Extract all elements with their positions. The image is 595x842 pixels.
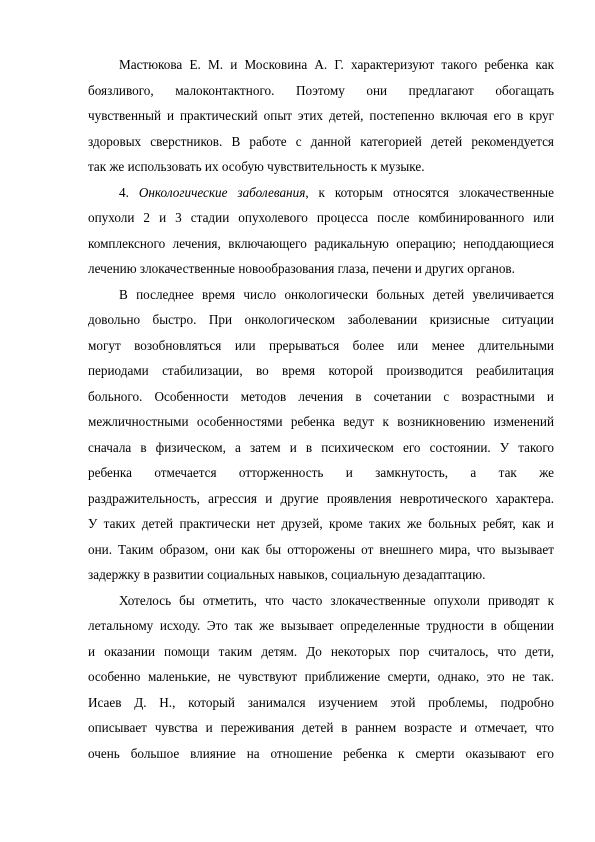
- text-line: Мастюкова Е. М. и Московина А. Г. характеризуют такого ребенка как: [119, 57, 554, 72]
- text-line: больного. Особенности методов лечения в сочетании с возрастными и: [88, 388, 554, 404]
- document-body: [88, 52, 554, 766]
- text-line: и оказании помощи таким детям. До некоторых пор считалось, что дети,: [88, 643, 554, 659]
- text-line: ребенка отмечается отторженность и замкнутость, а так же: [88, 465, 554, 480]
- text-line: описывает чувства и переживания детей в раннем возрасте и отмечает, что: [88, 720, 554, 735]
- text-line: межличностными особенностями ребенка ведут к возникновению изменений: [88, 414, 554, 429]
- text-fragment: , к которым относятся злокачественные: [305, 184, 554, 200]
- text-line: боязливого, малоконтактного. Поэтому они предлагают обогащать: [88, 82, 554, 98]
- text-line: они. Таким образом, они как бы отторожены от внешнего мира, что вызывает: [88, 541, 554, 557]
- text-line: В последнее время число онкологически больных детей увеличивается: [119, 286, 554, 302]
- text-line: лечению злокачественные новообразования глаза, печени и других органов.: [88, 261, 515, 276]
- text-line: здоровых сверстников. В работе с данной категорией детей рекомендуется: [88, 133, 554, 149]
- text-line: У таких детей практически нет друзей, кроме таких же больных ребят, как и: [88, 516, 554, 531]
- text-line: опухоли 2 и 3 стадии опухолевого процесса после комбинированного или: [88, 210, 554, 225]
- text-line: летальному исходу. Это так же вызывает определенные трудности в общении: [88, 618, 554, 633]
- text-line: раздражительность, агрессия и другие проявления невротического характера.: [88, 490, 554, 506]
- text-line: [88, 180, 554, 206]
- paragraph-2: [88, 180, 554, 282]
- paragraph-1: [88, 52, 554, 180]
- section-term: Онкологические заболевания: [138, 184, 306, 200]
- text-line: очень большое влияние на отношение ребенка к смерти оказывают его: [88, 745, 554, 761]
- paragraph-3: [88, 282, 554, 588]
- text-line: Исаев Д. Н., который занимался изучением этой проблемы, подробно: [88, 694, 554, 710]
- text-line: задержку в развитии социальных навыков, социальную дезадаптацию.: [88, 567, 486, 582]
- text-line: могут возобновляться или прерываться более или менее длительными: [88, 337, 554, 353]
- text-line: комплексного лечения, включающего радикальную операцию; неподдающиеся: [88, 235, 554, 251]
- text-line: чувственный и практический опыт этих детей, постепенно включая его в круг: [88, 108, 554, 123]
- text-line: сначала в физическом, а затем и в психическом его состоянии. У такого: [88, 439, 554, 455]
- text-line: довольно быстро. При онкологическом заболевании кризисные ситуации: [88, 312, 554, 327]
- list-number: 4.: [119, 184, 139, 200]
- text-line: периодами стабилизации, во время которой производится реабилитация: [88, 363, 554, 378]
- text-line: Хотелось бы отметить, что часто злокачественные опухоли приводят к: [119, 592, 554, 608]
- paragraph-4: [88, 588, 554, 767]
- text-line: особенно маленькие, не чувствуют приближение смерти, однако, это не так.: [88, 669, 554, 684]
- text-line: так же использовать их особую чувствительность к музыке.: [88, 159, 425, 174]
